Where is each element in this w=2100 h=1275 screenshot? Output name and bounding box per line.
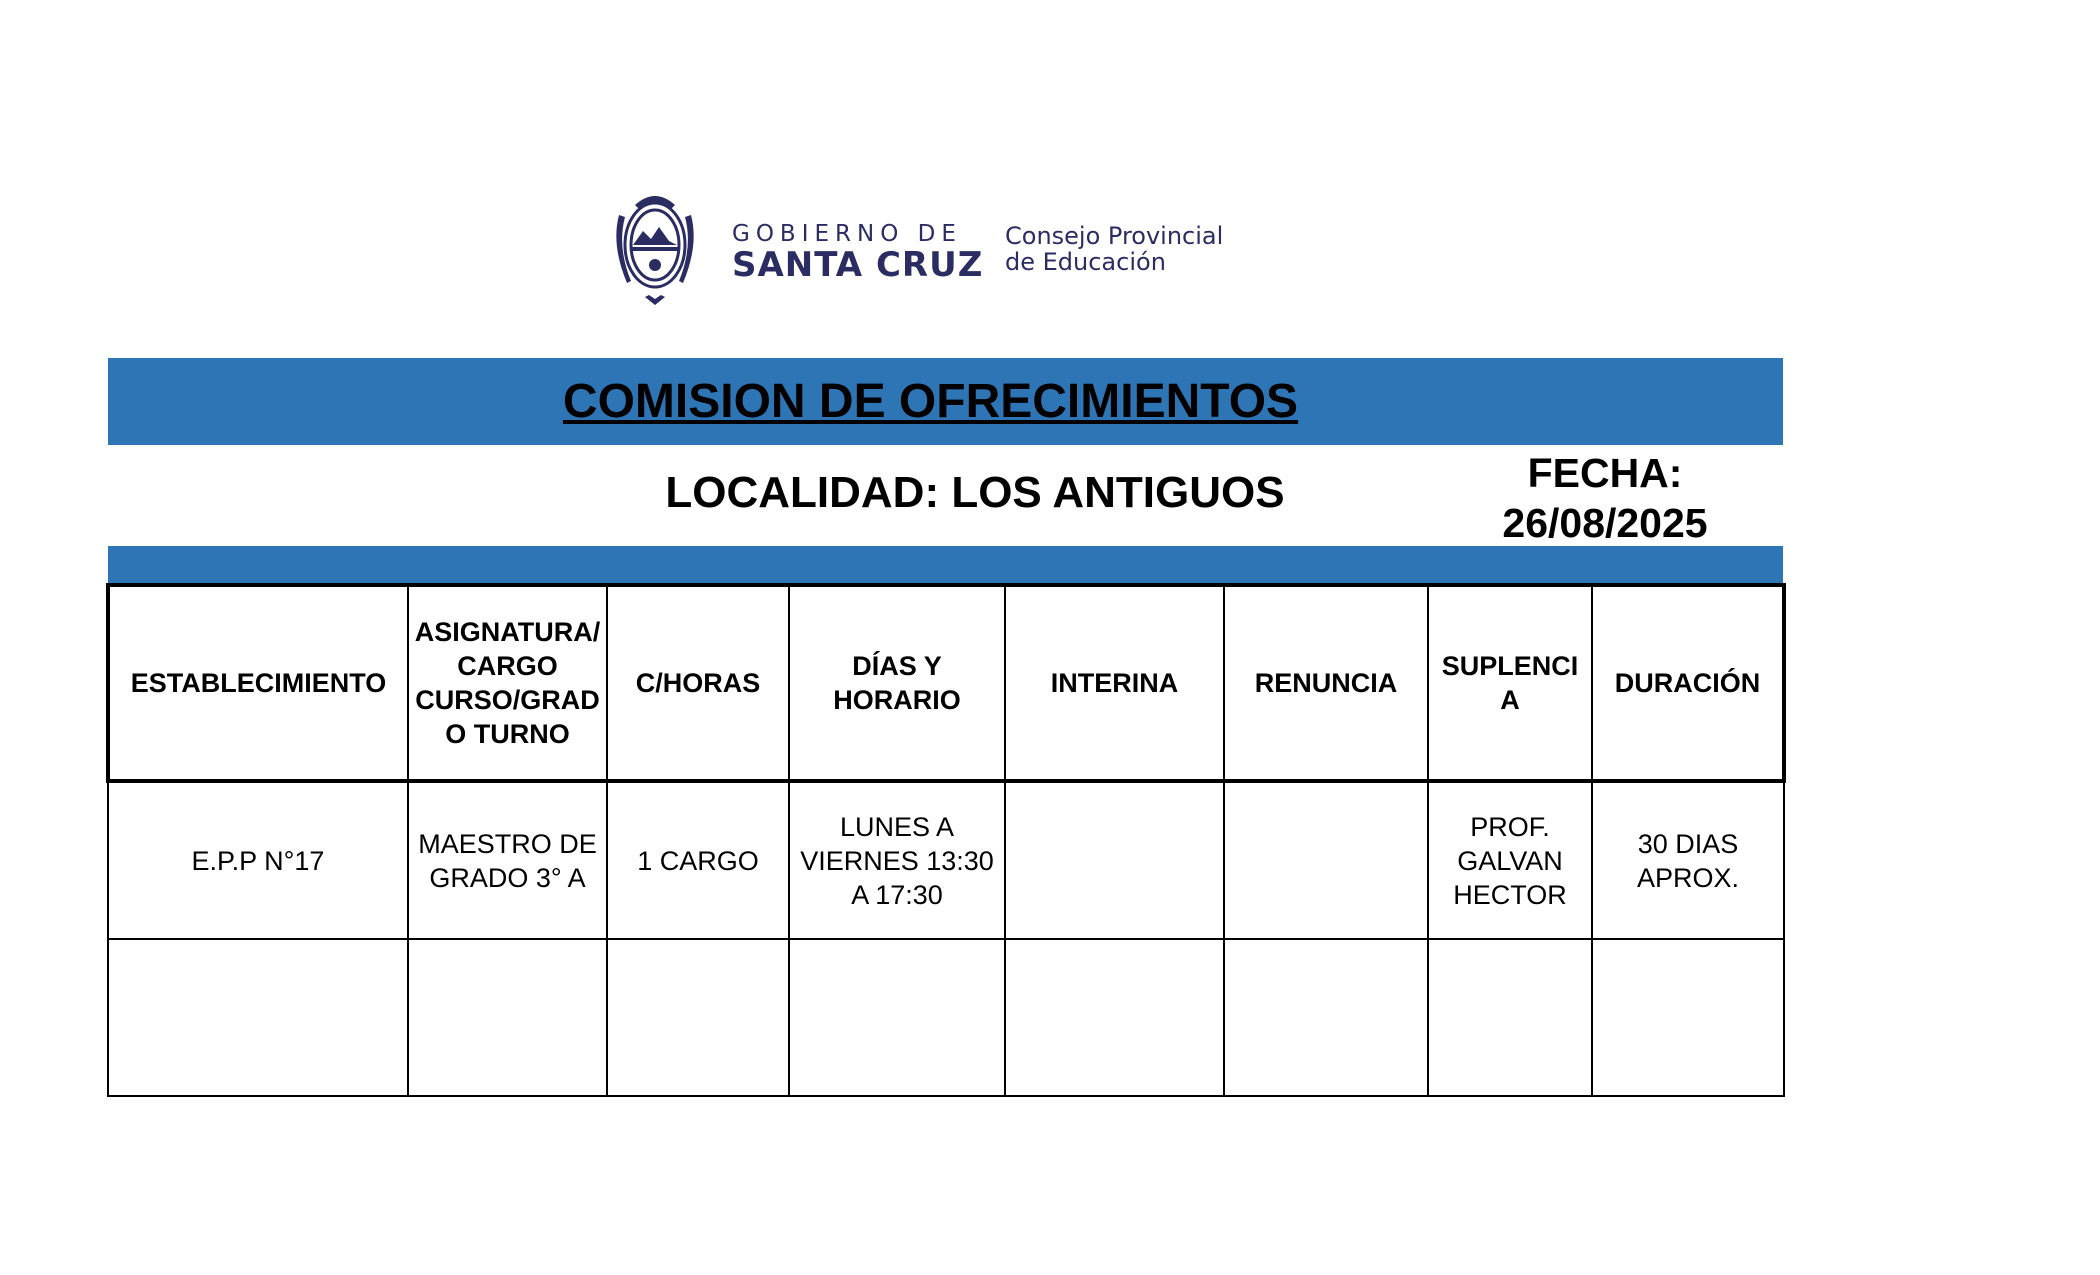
table-cell [408, 939, 607, 1096]
table-cell [789, 939, 1005, 1096]
gobierno-de-text: GOBIERNO DE [732, 221, 962, 247]
table-cell [607, 939, 789, 1096]
table-cell: E.P.P N°17 [108, 781, 408, 939]
header-cell: DURACIÓN [1592, 585, 1784, 781]
table-cell [108, 939, 408, 1096]
table-cell [1005, 939, 1224, 1096]
header-cell: RENUNCIA [1224, 585, 1428, 781]
header-cell: ASIGNATURA/ CARGO CURSO/GRAD O TURNO [408, 585, 607, 781]
header-cell: C/HORAS [607, 585, 789, 781]
ofrecimientos-table [106, 583, 1786, 1097]
table-cell: LUNES A VIERNES 13:30 A 17:30 [789, 781, 1005, 939]
header-cell: ESTABLECIMIENTO [108, 585, 408, 781]
localidad-heading: LOCALIDAD: LOS ANTIGUOS [665, 468, 1285, 517]
header-cell: SUPLENCI A [1428, 585, 1592, 781]
consejo-line1: Consejo Provincial [1005, 222, 1224, 250]
title-band [108, 358, 1783, 445]
table-row [108, 939, 1784, 1096]
header-cell: DÍAS Y HORARIO [789, 585, 1005, 781]
table-cell: MAESTRO DE GRADO 3° A [408, 781, 607, 939]
separator-band [108, 546, 1783, 584]
fecha-value: 26/08/2025 [1502, 500, 1708, 546]
consejo-text [1005, 223, 1223, 275]
santa-cruz-text: SANTA CRUZ [732, 245, 984, 285]
table-cell: 30 DIAS APROX. [1592, 781, 1784, 939]
table-cell [1224, 781, 1428, 939]
santa-cruz-seal-icon [605, 185, 705, 313]
fecha-label: FECHA: [1527, 450, 1683, 496]
table-row [108, 781, 1784, 939]
fecha-block [1440, 448, 1770, 548]
table-cell: 1 CARGO [607, 781, 789, 939]
header-logo [605, 185, 1245, 320]
table-header-row [108, 585, 1784, 781]
table-cell: PROF. GALVAN HECTOR [1428, 781, 1592, 939]
table-cell [1005, 781, 1224, 939]
header-cell: INTERINA [1005, 585, 1224, 781]
table-cell [1428, 939, 1592, 1096]
consejo-line2: de Educación [1005, 248, 1166, 276]
table-cell [1224, 939, 1428, 1096]
table-cell [1592, 939, 1784, 1096]
page-title: COMISION DE OFRECIMIENTOS [562, 375, 1299, 428]
